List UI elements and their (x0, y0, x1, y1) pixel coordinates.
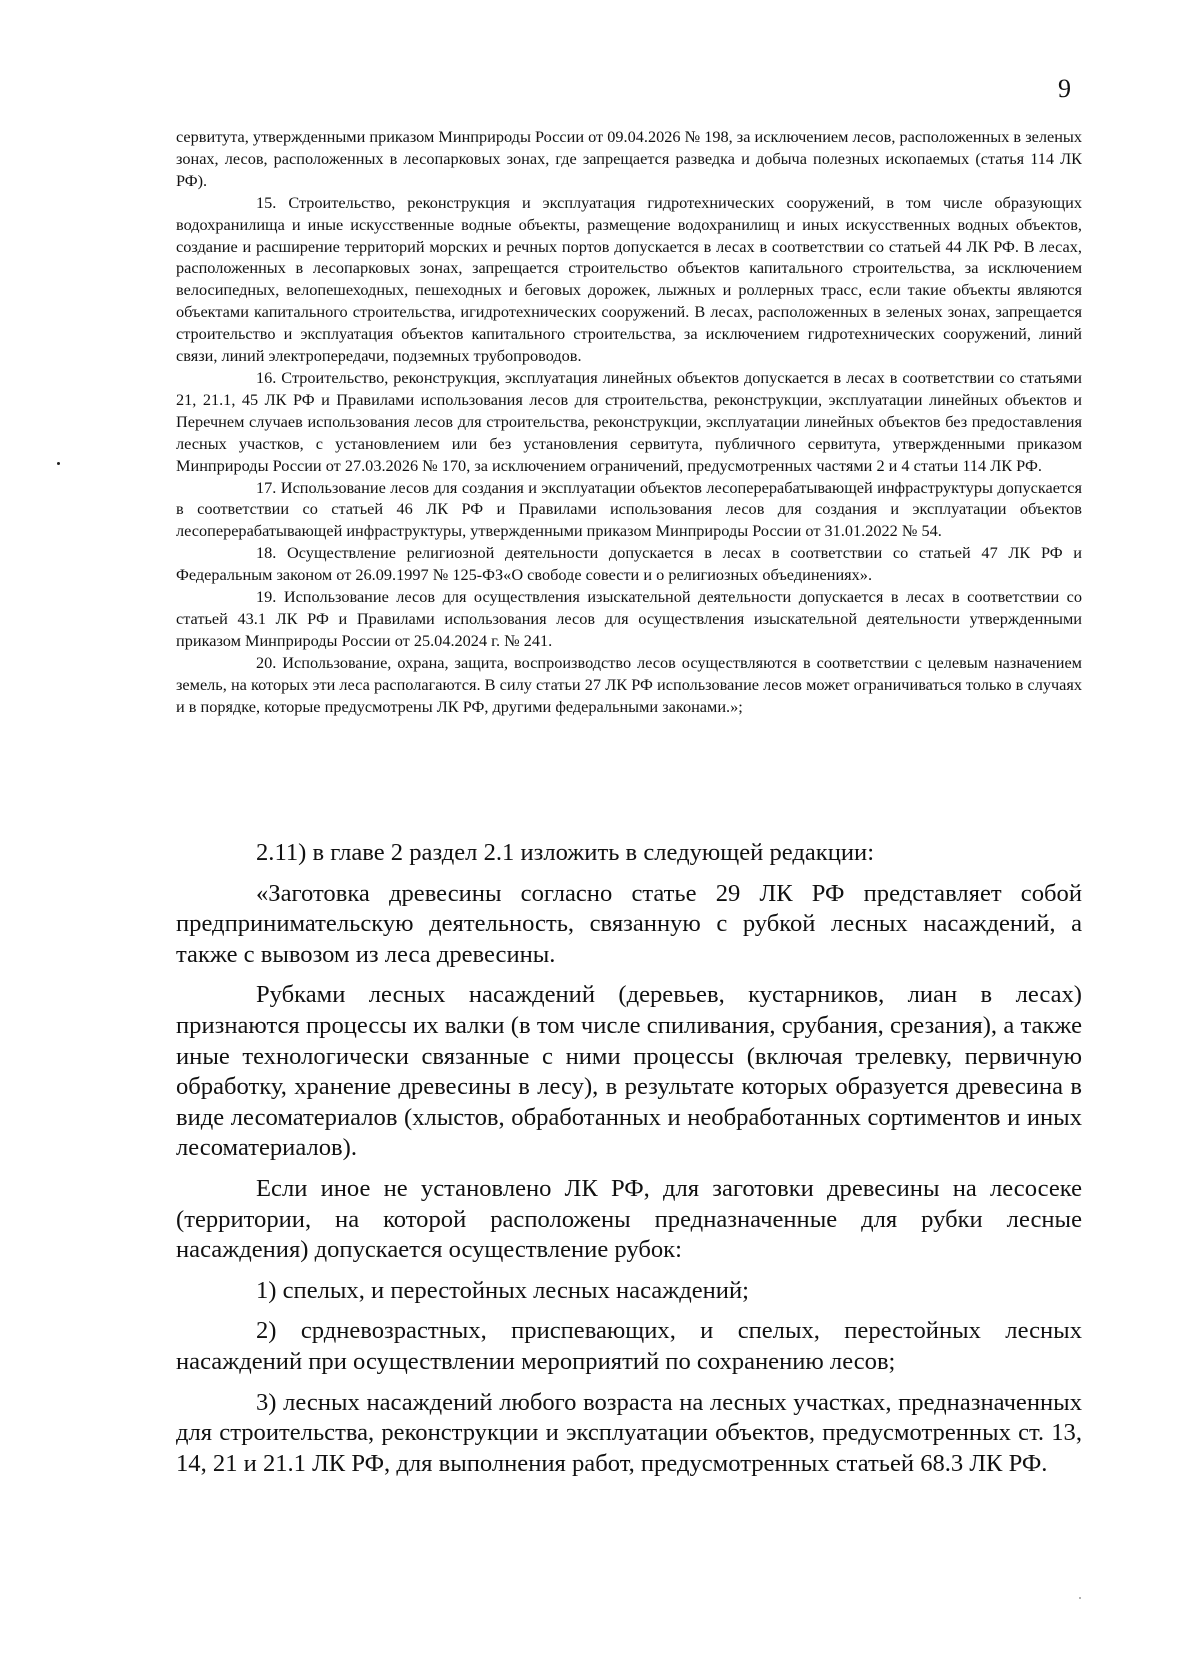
paragraph-18: 18. Осуществление религиозной деятельности допускается в лесах в соответствии со статьей 47 ЛК РФ и Федеральным законом от 26.09.1997 № 125-ФЗ«О свободе совести и о религиозных объединениях». (176, 543, 1082, 585)
paragraph-15: 15. Строительство, реконструкция и эксплуатация гидротехнических сооружений, в том числе образующих водохранилища и иные искусственные водные объекты, размещение водохранилищ и иных искусственных водных объектов, создание и расширение территорий морских и речных портов допускается в лесах в соответствии со статьей 44 ЛК РФ. В лесах, расположенных в лесопарковых зонах, запрещается строительство объектов капитального строительства, за исключением велосипедных, велопешеходных, пешеходных и беговых дорожек, лыжных и роллерных трасс, если такие объекты являются объектами капитального строительства, игидротехнических сооружений. В лесах, расположенных в зеленых зонах, запрещается строительство и эксплуатация объектов капитального строительства, за исключением гидротехнических сооружений, линий связи, линий электропередачи, подземных трубопроводов. (176, 192, 1082, 366)
paragraph-16: 16. Строительство, реконструкция, эксплуатация линейных объектов допускается в лесах в соответствии со статьями 21, 21.1, 45 ЛК РФ и Правилами использования лесов для строительства, реконструкции, эксплуатации линейных объектов и Перечнем случаев использования лесов для строительства, реконструкции, эксплуатации линейных объектов без предоставления лесных участков, с установлением или без установления сервитута, публичного сервитута, утвержденными приказом Минприроды России от 27.03.2026 № 170, за исключением ограничений, предусмотренных частями 2 и 4 статьи 114 ЛК РФ. (176, 367, 1082, 475)
paragraph-14-continuation: сервитута, утвержденными приказом Минприроды России от 09.04.2026 № 198, за исключением лесов, расположенных в зеленых зонах, лесов, расположенных в лесопарковых зонах, где запрещается разведка и добыча полезных ископаемых (статья 114 ЛК РФ). (176, 127, 1082, 190)
scan-speck (1079, 1597, 1081, 1599)
margin-speck (57, 462, 60, 465)
list-item-1: 1) спелых, и перестойных лесных насаждений; (256, 1276, 749, 1304)
paragraph-20: 20. Использование, охрана, защита, воспроизводство лесов осуществляются в соответствии с целевым назначением земель, на которых эти леса располагаются. В силу статьи 27 ЛК РФ использование лесов может ограничиваться только в случаях и в порядке, которые предусмотрены ЛК РФ, другими федеральными законами.»; (176, 652, 1082, 716)
list-item-2: 2) срдневозрастных, приспевающих, и спелых, перестойных лесных насаждений при осуществлении мероприятий по сохранению лесов; (176, 1317, 1082, 1375)
small-text-section (176, 126, 1082, 717)
amendment-heading: 2.11) в главе 2 раздел 2.1 изложить в следующей редакции: (256, 839, 875, 866)
page-number: 9 (1058, 74, 1071, 103)
paragraph-19: 19. Использование лесов для осуществления изыскательной деятельности допускается в лесах в соответствии со статьей 43.1 ЛК РФ и Правилами использования лесов для осуществления изыскательной деятельности утвержденными приказом Минприроды России от 25.04.2024 г. № 241. (176, 587, 1082, 650)
paragraph-17: 17. Использование лесов для создания и эксплуатации объектов лесоперерабатывающей инфраструктуры допускается в соответствии со статьей 46 ЛК РФ и Правилами использования лесов для создания и эксплуатации объектов лесоперерабатывающей инфраструктуры, утвержденными приказом Минприроды России от 31.01.2022 № 54. (176, 477, 1082, 541)
harvesting-definition: «Заготовка древесины согласно статье 29 ЛК РФ представляет собой предпринимательскую деятельность, связанную с рубкой лесных насаждений, а также с вывозом из леса древесины. (176, 879, 1082, 968)
list-item-3: 3) лесных насаждений любого возраста на лесных участках, предназначенных для строительства, реконструкции и эксплуатации объектов, предусмотренных ст. 13, 14, 21 и 21.1 ЛК РФ, для выполнения работ, предусмотренных статьей 68.3 ЛК РФ. (176, 1388, 1082, 1477)
cutting-definition: Рубками лесных насаждений (деревьев, кустарников, лиан в лесах) признаются процессы их валки (в том числе спиливания, срубания, срезания), а также иные технологически связанные с ними процессы (включая трелевку, первичную обработку, хранение древесины в лесу), в результате которых образуется древесина в виде лесоматериалов (хлыстов, обработанных и необработанных сортиментов и иных лесоматериалов). (176, 981, 1082, 1162)
cutting-allowed-intro: Если иное не установлено ЛК РФ, для заготовки древесины на лесосеке (территории, на которой расположены предназначенные для рубки лесные насаждения) допускается осуществление рубок: (176, 1174, 1082, 1264)
large-text-section (176, 838, 1082, 1479)
